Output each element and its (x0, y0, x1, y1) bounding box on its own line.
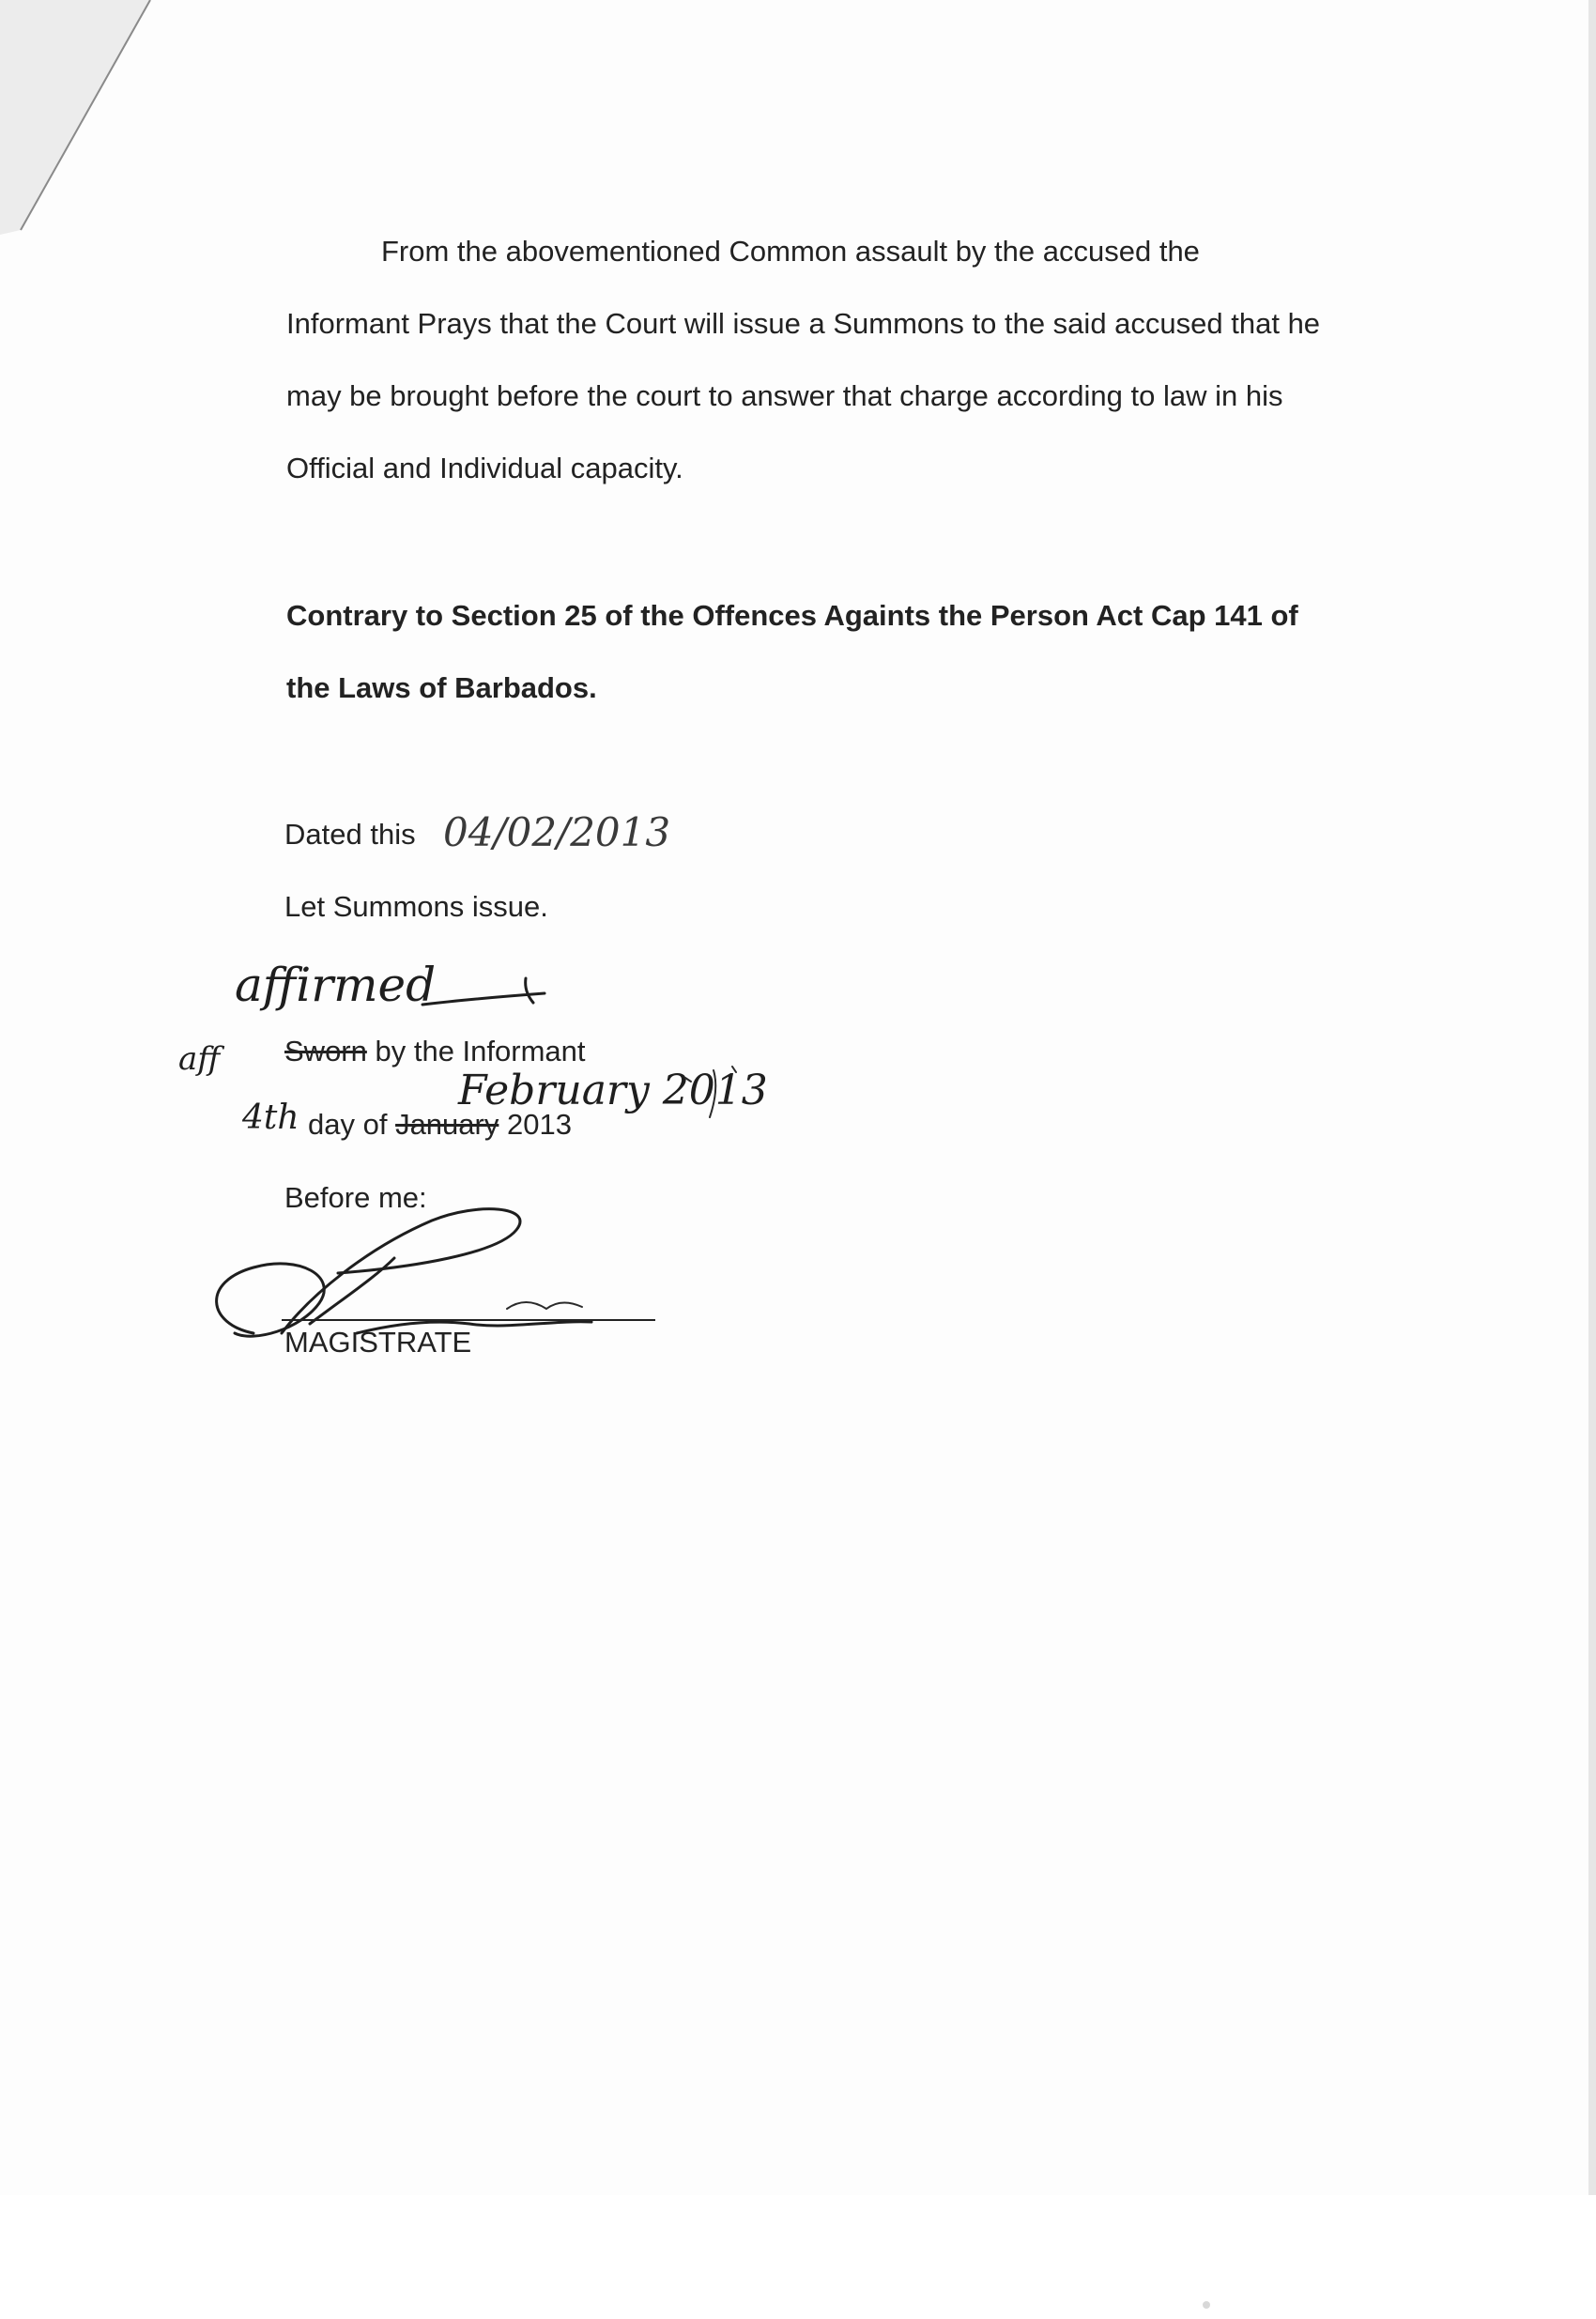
let-summons-text: Let Summons issue. (284, 890, 548, 923)
day-of-label: day of (308, 1108, 396, 1141)
paragraph-line-2: Informant Prays that the Court will issue a Summons to the said accused that he (286, 307, 1321, 340)
scan-speck (1192, 2291, 1220, 2319)
dated-label: Dated this (284, 818, 416, 851)
paragraph-line-3: may be brought before the court to answer that charge according to law in his (286, 379, 1283, 412)
date-flourish (676, 1061, 751, 1136)
signature-line (282, 1317, 657, 1323)
statute-line-1: Contrary to Section 25 of the Offences Againts the Person Act Cap 141 of (286, 599, 1298, 632)
day-handwritten: 4th (242, 1098, 299, 1137)
before-me-label: Before me: (284, 1181, 427, 1214)
month-handwritten: February 2013 (458, 1067, 768, 1114)
paragraph-line-1: From the abovementioned Common assault by the accused the (381, 235, 1200, 268)
sworn-rest: by the Informant (366, 1035, 586, 1067)
month-struck: January (395, 1108, 499, 1141)
year-printed: 2013 (499, 1108, 572, 1141)
sworn-line (284, 1033, 586, 1070)
folded-corner (0, 0, 169, 244)
affirmed-underline (413, 976, 563, 1014)
paragraph-line-4: Official and Individual capacity. (286, 452, 683, 484)
affirmed-handwritten: affirmed (235, 958, 437, 1012)
dated-handwritten: 04/02/2013 (443, 809, 671, 855)
page-edge-shadow (1577, 0, 1596, 2195)
sworn-struck: Sworn (284, 1035, 367, 1067)
initials-handwritten: aff (178, 1040, 221, 1078)
magistrate-label: MAGISTRATE (284, 1326, 472, 1359)
statute-line-2: the Laws of Barbados. (286, 671, 597, 704)
